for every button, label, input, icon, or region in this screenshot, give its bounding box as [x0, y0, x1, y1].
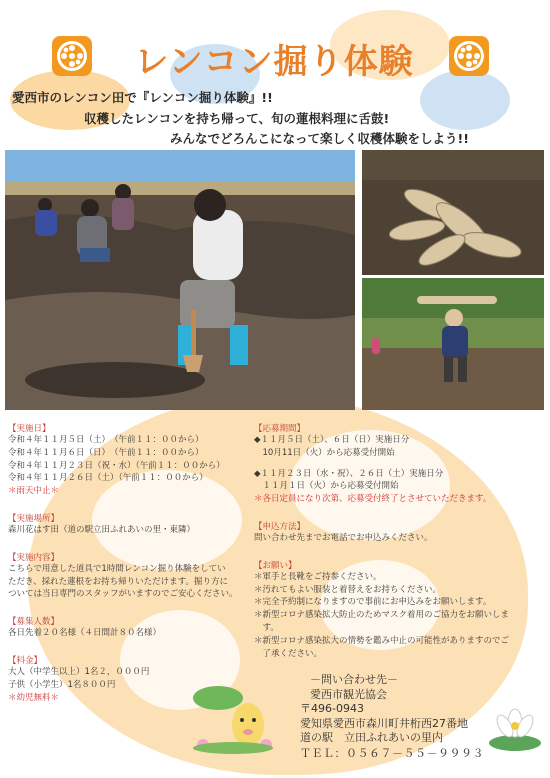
lotus-root-icon-left	[52, 36, 92, 76]
contact-tel: ＴＥＬ：０５６７－５５－９９９３	[300, 746, 484, 760]
fee-line: 子供（小学生）1名８００円	[8, 679, 116, 690]
apply-text: 問い合わせ先までお電話でお申込みください。	[254, 532, 433, 543]
request-line: ＊軍手と長靴をご持参ください。	[254, 571, 382, 582]
date-item: 令和４年１１月５日（土） （午前１１：００から）	[8, 435, 204, 445]
fee-heading: 【料金】	[8, 655, 43, 666]
lotus-flower-illustration	[488, 698, 543, 753]
period-line: ◆１１月５日（土）、６日（日）実施日分	[254, 435, 410, 445]
content-line: ついては当日専門のスタッフがいますのでご安心ください。	[8, 589, 238, 600]
main-photo	[5, 150, 355, 410]
place-text: 森川花はす田（道の駅立田ふれあいの里・東隣）	[8, 524, 196, 535]
capacity-text: 各日先着２０名様（４日間計８０名様）	[8, 628, 162, 639]
intro-line-1: 愛西市のレンコン田で『レンコン掘り体験』!!	[12, 90, 273, 105]
left-info-column	[8, 418, 253, 704]
lotus-roots-photo	[362, 150, 544, 275]
contact-station: 道の駅 立田ふれあいの里内	[300, 731, 443, 744]
requests-heading: 【お願い】	[254, 560, 297, 571]
lotus-root-icon-right	[449, 36, 489, 76]
page-title: レンコン掘り体験	[134, 42, 414, 82]
request-line: す。	[254, 622, 279, 633]
period-heading: 【応募期間】	[254, 424, 306, 434]
date-item: 令和４年１１月２３日（祝・水）（午前１１：００から）	[8, 460, 225, 471]
intro-line-3: みんなでどろんこになって楽しく収穫体験をしよう!!	[170, 131, 469, 146]
contact-org: 愛西市観光協会	[310, 687, 387, 701]
request-line: ＊新型コロナ感染拡大防止のためマスク着用のご協力をお願いしま	[254, 610, 510, 621]
content-heading: 【実施内容】	[8, 552, 60, 563]
date-item: 令和４年１１月６日（日） （午前１１：００から）	[8, 447, 204, 458]
apply-heading: 【申込方法】	[254, 521, 306, 532]
fee-note: ＊幼児無料＊	[8, 692, 60, 703]
right-info-column	[254, 418, 544, 660]
place-heading: 【実施場所】	[8, 513, 60, 524]
contact-block	[300, 673, 500, 762]
contact-heading: －問い合わせ先－	[310, 673, 398, 686]
request-line: ＊新型コロナ感染拡大の情勢を鑑み中止の可能性がありますのでご	[254, 635, 510, 646]
period-line: 10月11日（火）から応募受付開始	[254, 447, 395, 458]
capacity-heading: 【募集人数】	[8, 617, 60, 628]
mascot-illustration	[188, 680, 283, 755]
content-line: ただき、採れた蓮根をお持ち帰りいただけます。掘り方に	[8, 576, 228, 587]
rain-note: ＊雨天中止＊	[8, 486, 60, 497]
request-line: ＊完全予約制になりますので事前にお申込みをお願いします。	[254, 597, 492, 608]
period-line: １１月１日（火）から応募受付開始	[254, 481, 399, 492]
content-line: こちらで用意した道具で1時間レンコン掘り体験をしてい	[8, 563, 226, 574]
child-photo	[362, 278, 544, 410]
dates-heading: 【実施日】	[8, 424, 51, 434]
contact-zip: 〒496-0943	[300, 702, 364, 715]
contact-address: 愛知県愛西市森川町井桁西27番地	[300, 716, 468, 730]
fee-line: 大人（中学生以上）1名２，０００円	[8, 666, 150, 677]
period-line: ◆１１月２３日（水・祝）、２６日（土）実施日分	[254, 468, 444, 479]
period-note: ＊各日定員になり次第、応募受付終了とさせていただきます。	[254, 494, 492, 505]
intro-line-2: 収穫したレンコンを持ち帰って、旬の蓮根料理に舌鼓!	[84, 111, 390, 126]
date-item: 令和４年１１月２６日（土）（午前１１：００から）	[8, 473, 208, 484]
request-line: ＊汚れてもよい服装と着替えをお持ちください。	[254, 584, 442, 595]
request-line: 了承ください。	[254, 648, 323, 659]
